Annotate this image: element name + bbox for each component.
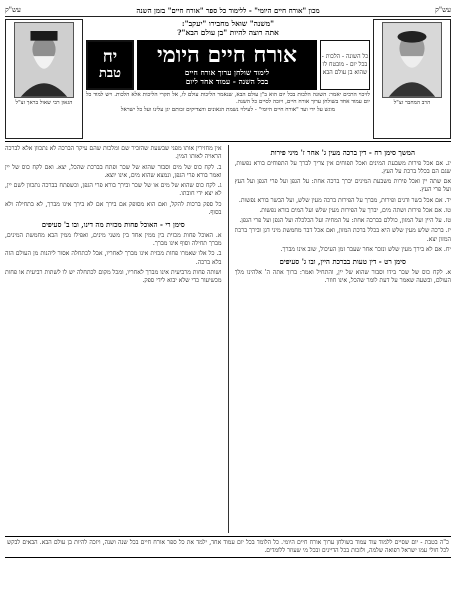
left-portrait: [5, 19, 83, 139]
halacha-paragraph: יז. ברכה שלש מעין שלש היא בכלל ברכת המזון, ואם אכל דבר מחמשת מיני דגן ובירך ברכת המזון יצא.: [234, 227, 451, 243]
section-heading: סימן רי - האוכל פחות מכזית מה דינו, ובו ב' סעיפים: [41, 220, 185, 230]
top-banner-line: [5, 4, 451, 17]
header-divider: [5, 141, 451, 142]
date-day: יח: [102, 47, 118, 68]
header-subtitle: [86, 19, 370, 38]
rabbi-portrait-icon: [383, 23, 441, 97]
halacha-paragraph: א. לקח כוס של שכר בידו וסבור שהוא של יין, והתחיל ואמר: ברוך אתה ה' אלהינו מלך העולם, ובשעה שאמר על דעת לומר שהכל, אינו חוזר.: [234, 268, 451, 285]
top-right-tag: עש"ק: [435, 6, 451, 14]
left-portrait-image: [14, 22, 74, 98]
title-subline-2: בכל השנה - עמוד אחד ליום: [185, 76, 269, 86]
halacha-paragraph: טז. על היין ועל המזון, כוללם בברכה אחת: על המחיה ועל הכלכלה ועל הגפן ועל פרי הגפן.: [239, 217, 451, 225]
right-portrait-image: [382, 22, 442, 98]
top-center-line: מכון "אורח חיים היומי" - ללימוד כל ספר "אורח חיים" בזמן השנה: [136, 5, 320, 15]
date-month: טבת: [98, 65, 122, 81]
halacha-paragraph: ושותה פחות מרביעית אינו מברך לאחריו, ומכל מקום לכתחלה יש לו לשתות רביעית או פחות מכשיעור כדי שלא יבוא לידי ספק.: [5, 268, 222, 285]
header-subtitle-line-1: "משנה" שואל מחבירו "יעקב":: [181, 19, 275, 28]
title-banner: [86, 40, 370, 90]
top-left-tag: עש"ק: [5, 6, 21, 14]
halacha-paragraph: א. האוכל פחות מכזית בין ממין אחד בין משני מינים, ואפילו ממין הבא מחמשת המינים, מברך תחילה וסוף אינו מברך.: [5, 231, 222, 248]
section-heading: המשך סימן רח - דין ברכה מעין ג' אחר ז' מיני פירות: [270, 148, 415, 157]
footer-note: כ"ה בטבת - יום שסיים ללמוד עוד עמוד בשולחן ערוך אורח חיים היומי. כל הלומד בכל יום עמוד אחד, ילמד את כל ספר אורח חיים בכל שנה ושנה, ויזכה להיות בן עולם הבא. הבאים לבקש לכל חולי עמו ישראל רפואה שלמה, ולזכות בכל הדיינים ובכל מי שעוזר ללומדים.: [5, 536, 451, 558]
halacha-paragraph: אין מחזירין אותו מפני שבשעת שהזכיר שם ומלכות שהם עיקר הברכה לא נתכוון אלא לברכה הראויה לאותו המין.: [5, 145, 222, 161]
halacha-paragraph: כל ספק ברכות להקל, ואם הוא מסופק אם בירך אם לא בירך אינו מברך, לא בתחילה ולא בסוף.: [5, 200, 222, 216]
promise-box: כל השונה - הלכות - בכל יום - מובטח לו שהוא בן עולם הבא: [320, 40, 370, 90]
right-portrait-caption: הרב המחבר זצ"ל: [393, 100, 431, 106]
halacha-paragraph: אם שתה יין ואכל פירות משבעת המינים יברך ברכה אחת: על הגפן ועל פרי הגפן ועל העץ ועל פרי העץ.: [234, 178, 451, 194]
section-heading: סימן רט - דין טעות בברכת היין, ובו ג' סעיפים: [279, 257, 406, 267]
date-box: [86, 40, 134, 90]
halacha-paragraph: ג. לקח כוס שהוא של מים או של שכר ובירך בורא פרי הגפן, וכשפתח בברכה נתכוון לשם יין, לא יצא ידי חובתו.: [5, 182, 222, 198]
header-center: [86, 19, 370, 139]
halacha-paragraph: ב. לקח כוס של מים וסבור שהוא של שכר ופתח בברכת שהכל, יצא. ואם לקח כוס של יין ואמר בורא פרי הגפן, ונמצא שהוא מים, אינו יוצא.: [5, 163, 222, 179]
rabbi-portrait-icon: [15, 23, 73, 97]
credits-line: מוגש על ידי ועד "אורח חיים היומי" - לעילוי נשמת הגאונים והצדיקים זכותם יגן עלינו ועל כל ישראל: [120, 106, 336, 113]
header-subtitle-line-2: אתה רוצה להיות "בן עולם הבא"?: [177, 28, 279, 38]
body-columns: [5, 145, 451, 533]
left-column: [5, 145, 222, 533]
intro-paragraph: לזיכוי הרבים יאמר: השונה הלכות בכל יום הוא ב"ן עולם הבא, שנאמר הליכות עולם לו, אל תקרי הליכות אלא הלכות. ויש למוד כל יום עמוד אחד בשולחן ערוך אורח חיים, ויזכה לסיים כל השנה.: [86, 91, 370, 105]
halacha-paragraph: טו. אם אכל פירות ושתה מים, יברך על הפירות מעין שלש ועל המים בורא נפשות.: [259, 206, 451, 214]
header: [5, 19, 451, 139]
column-divider: [228, 145, 229, 533]
title-subline-1: לימוד שולחן ערוך אורח חיים: [184, 67, 270, 77]
halacha-paragraph: יח. אם לא בירך מעין שלש ונזכר אחר שעבר זמן העיכול, שוב אינו מברך.: [280, 246, 451, 254]
halacha-paragraph: ב. כל אלו שאמרו פחות מכזית אינו מברך לאחריו, אבל לכתחלה אסור ליהנות מן העולם הזה בלא ברכה.: [5, 250, 222, 266]
right-column: [235, 145, 452, 533]
title-box: [137, 40, 317, 90]
left-portrait-caption: הגאון רבי שאול בראך זצ"ל: [15, 100, 73, 106]
right-portrait: [373, 19, 451, 139]
halacha-paragraph: יד. אם אכל בשר ודגים ופירות, מברך על הפירות ברכה מעין שלש, ועל הבשר בורא נפשות.: [238, 196, 451, 204]
main-title: אורח חיים היומי: [156, 41, 298, 68]
halacha-paragraph: יג. אם אכל פירות משבעת המינים ואכל תפוחים אין צריך לברך על התפוחים בורא נפשות, שגם הם בכלל ברכת על העץ.: [234, 159, 451, 175]
